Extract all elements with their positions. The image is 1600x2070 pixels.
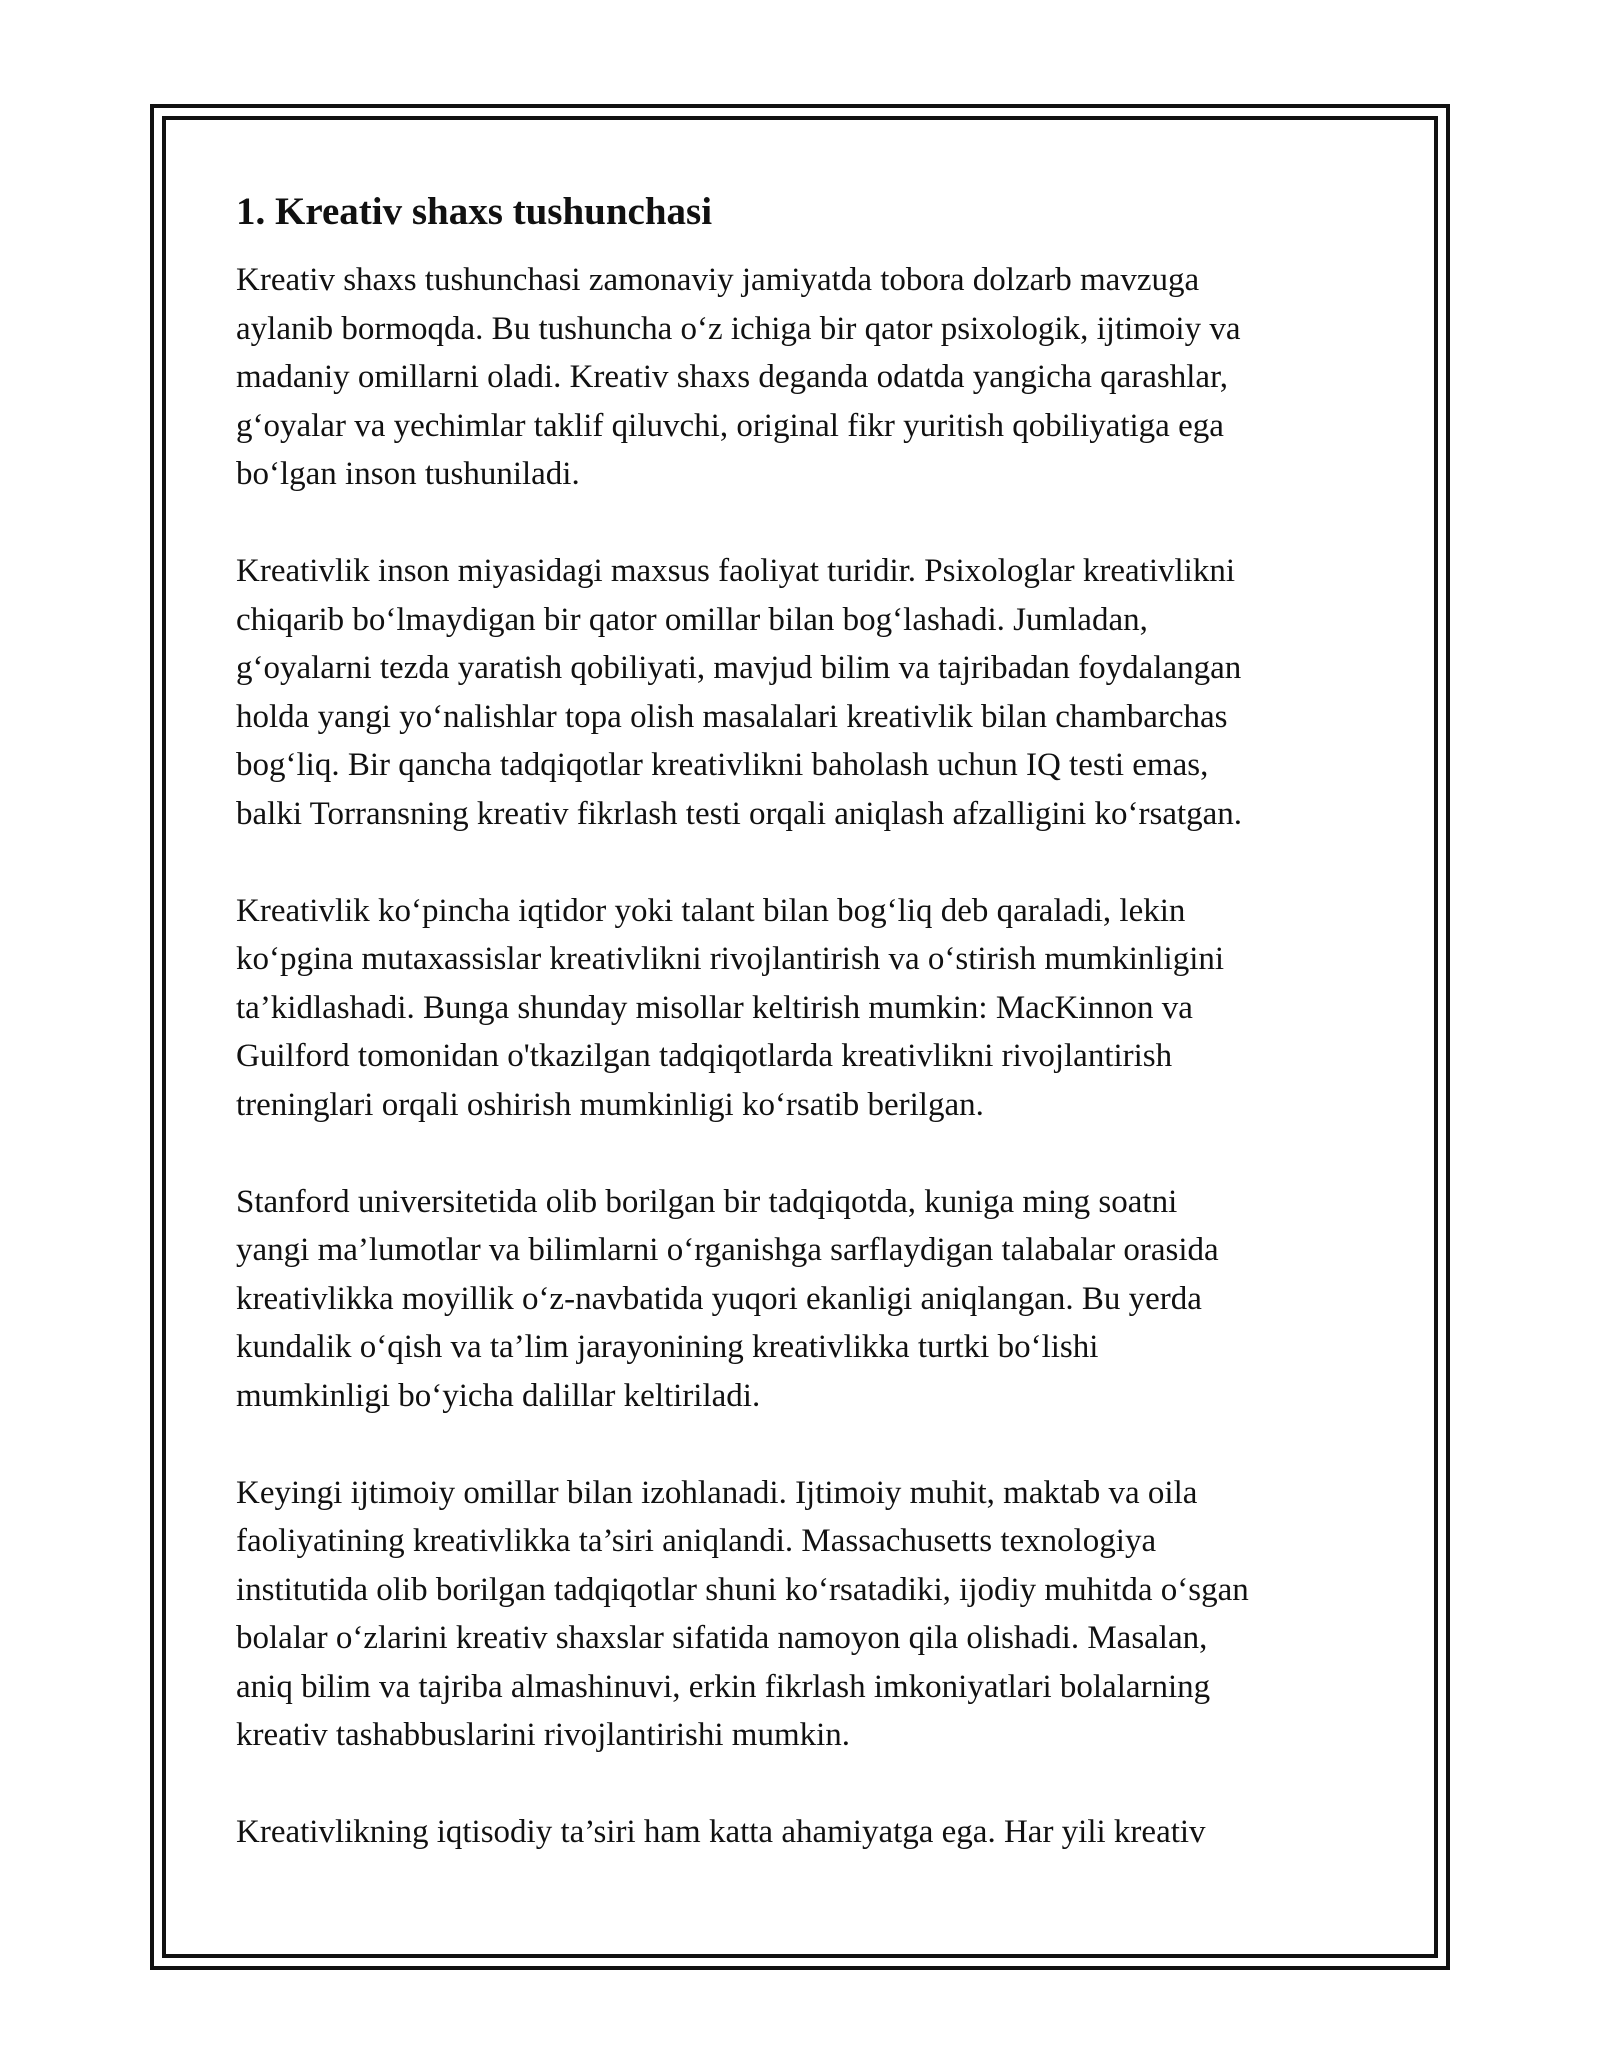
paragraph-3 — [236, 887, 1386, 1130]
text-line: aylanib bormoqda. Bu tushuncha o‘z ichiga bir qator psixologik, ijtimoiy va — [236, 310, 1241, 347]
section-heading: 1. Kreativ shaxs tushunchasi — [236, 190, 713, 233]
text-line: bo‘lgan inson tushuniladi. — [236, 456, 580, 492]
paragraph-5 — [236, 1469, 1386, 1760]
text-line: Stanford universitetida olib borilgan bir tadqiqotda, kuniga ming soatni — [236, 1183, 1178, 1220]
text-line: kundalik o‘qish va ta’lim jarayonining kreativlikka turtki bo‘lishi — [236, 1329, 1099, 1365]
paragraph-6 — [236, 1808, 1386, 1857]
text-line: mumkinligi bo‘yicha dalillar keltiriladi. — [236, 1377, 761, 1414]
text-line: treninglari orqali oshirish mumkinligi ko‘rsatib berilgan. — [236, 1086, 984, 1123]
text-line: holda yangi yo‘nalishlar topa olish masalalari kreativlik bilan chambarchas — [236, 698, 1228, 735]
paragraph-2 — [236, 547, 1386, 838]
text-line: yangi ma’lumotlar va bilimlarni o‘rganishga sarflaydigan talabalar orasida — [236, 1232, 1219, 1268]
text-line: Guilford tomonidan o'tkazilgan tadqiqotlarda kreativlikni rivojlantirish — [236, 1038, 1173, 1074]
paragraph-1 — [236, 256, 1386, 499]
text-line: ko‘pgina mutaxassislar kreativlikni rivojlantirish va o‘stirish mumkinligini — [236, 941, 1225, 977]
text-line: Keyingi ijtimoiy omillar bilan izohlanadi. Ijtimoiy muhit, maktab va oila — [236, 1474, 1198, 1511]
text-line: ta’kidlashadi. Bunga shunday misollar keltirish mumkin: MacKinnon va — [236, 989, 1193, 1026]
paragraph-4 — [236, 1178, 1386, 1421]
text-line: aniq bilim va tajriba almashinuvi, erkin fikrlash imkoniyatlari bolalarning — [236, 1668, 1211, 1705]
text-line: Kreativlikning iqtisodiy ta’siri ham katta ahamiyatga ega. Har yili kreativ — [236, 1814, 1206, 1850]
text-line: Kreativ shaxs tushunchasi zamonaviy jamiyatda tobora dolzarb mavzuga — [236, 262, 1200, 298]
text-line: g‘oyalarni tezda yaratish qobiliyati, mavjud bilim va tajribadan foydalangan — [236, 650, 1242, 686]
text-line: g‘oyalar va yechimlar taklif qiluvchi, original fikr yuritish qobiliyatiga ega — [236, 407, 1224, 444]
text-line: bolalar o‘zlarini kreativ shaxslar sifatida namoyon qila olishadi. Masalan, — [236, 1620, 1208, 1656]
text-line: chiqarib bo‘lmaydigan bir qator omillar bilan bog‘lashadi. Jumladan, — [236, 601, 1148, 638]
text-line: kreativ tashabbuslarini rivojlantirishi mumkin. — [236, 1717, 851, 1753]
text-line: bog‘liq. Bir qancha tadqiqotlar kreativlikni baholash uchun IQ testi emas, — [236, 747, 1209, 783]
text-line: balki Torransning kreativ fikrlash testi orqali aniqlash afzalligini ko‘rsatgan. — [236, 795, 1243, 832]
text-line: institutida olib borilgan tadqiqotlar shuni ko‘rsatadiki, ijodiy muhitda o‘sgan — [236, 1571, 1249, 1608]
text-line: faoliyatining kreativlikka ta’siri aniqlandi. Massachusetts texnologiya — [236, 1523, 1157, 1559]
document-body — [236, 186, 1386, 1905]
text-line: Kreativlik ko‘pincha iqtidor yoki talant bilan bog‘liq deb qaraladi, lekin — [236, 892, 1186, 929]
text-line: madaniy omillarni oladi. Kreativ shaxs deganda odatda yangicha qarashlar, — [236, 359, 1228, 395]
text-line: kreativlikka moyillik o‘z-navbatida yuqori ekanligi aniqlangan. Bu yerda — [236, 1280, 1202, 1317]
text-line: Kreativlik inson miyasidagi maxsus faoliyat turidir. Psixologlar kreativlikni — [236, 553, 1236, 589]
